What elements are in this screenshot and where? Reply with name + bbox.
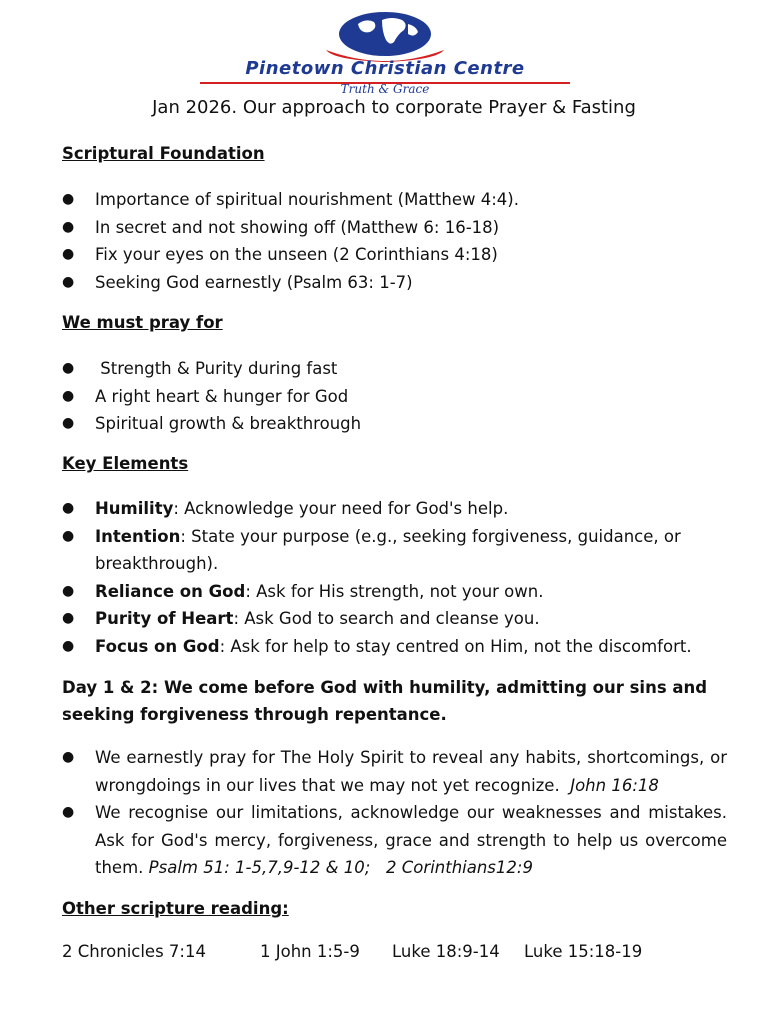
list-item: ● We recognise our limitations, acknowledge our weaknesses and mistakes. Ask for God's mercy, forgiveness, grace and strength to help us overcome them. Psalm 51: 1-5,7,9-12 & 10; 2 Corinthians12:9: [62, 799, 727, 882]
globe-icon: [318, 10, 452, 64]
list-item: ● A right heart & hunger for God: [62, 383, 727, 411]
list-item: ● Fix your eyes on the unseen (2 Corinthians 4:18): [62, 241, 727, 269]
bullet-icon: ●: [62, 610, 75, 626]
bullet-icon: ●: [62, 387, 75, 404]
bullet-icon: ●: [62, 582, 75, 599]
bullet-icon: ●: [62, 637, 75, 654]
list-item: ● Strength & Purity during fast: [62, 355, 727, 383]
reading-item: Luke 18:9-14: [392, 942, 500, 961]
key-elements-list: [62, 495, 727, 660]
bullet-icon: ●: [62, 218, 75, 235]
reading-item: 2 Chronicles 7:14: [62, 942, 206, 961]
bullet-icon: ●: [62, 749, 75, 765]
list-item: ● We earnestly pray for The Holy Spirit to reveal any habits, shortcomings, or wrongdoings in our lives that we may not yet recognize. John 16:18: [62, 744, 727, 799]
list-item: ● Purity of Heart: Ask God to search and cleanse you.: [62, 605, 727, 633]
pray-for-list: [62, 355, 727, 438]
list-item: ● Humility: Acknowledge your need for God's help.: [62, 495, 727, 523]
reading-item: Luke 15:18-19: [524, 942, 643, 961]
day-1-2-heading: Day 1 & 2: We come before God with humility, admitting our sins and seeking forgiveness through repentance.: [62, 678, 708, 724]
list-item: ● Intention: State your purpose (e.g., seeking forgiveness, guidance, or breakthrough).: [62, 523, 727, 578]
church-name: Pinetown Christian Centre: [245, 58, 525, 79]
list-item: ● Spiritual growth & breakthrough: [62, 410, 727, 438]
bullet-icon: ●: [62, 191, 75, 207]
key-elements-heading: Key Elements: [62, 454, 189, 473]
scripture-reference: Psalm 51: 1-5,7,9-12 & 10; 2 Corinthians12:9: [148, 858, 533, 877]
scriptural-foundation-list: [62, 186, 727, 296]
church-tagline: Truth & Grace: [340, 82, 430, 96]
bullet-icon: ●: [62, 415, 75, 431]
scriptural-foundation-heading: Scriptural Foundation: [62, 144, 265, 163]
list-item: ● In secret and not showing off (Matthew 6: 16-18): [62, 214, 727, 242]
reading-item: 1 John 1:5-9: [260, 942, 360, 961]
bullet-icon: ●: [62, 527, 75, 544]
bullet-icon: ●: [62, 273, 75, 290]
day-1-2-list: [62, 744, 733, 882]
list-item: ● Reliance on God: Ask for His strength, not your own.: [62, 578, 727, 606]
list-item: ● Importance of spiritual nourishment (Matthew 4:4).: [62, 186, 727, 214]
scripture-reference: John 16:18: [570, 775, 659, 795]
bullet-icon: ●: [62, 246, 75, 262]
bullet-icon: ●: [62, 360, 75, 376]
bullet-icon: ●: [62, 500, 75, 516]
pray-for-heading: We must pray for: [62, 313, 223, 332]
page-title: Jan 2026. Our approach to corporate Prayer & Fasting: [152, 97, 636, 118]
church-logo: [190, 8, 580, 98]
bullet-icon: ●: [62, 804, 75, 820]
other-scripture-heading: Other scripture reading:: [62, 899, 289, 918]
list-item: ● Focus on God: Ask for help to stay centred on Him, not the discomfort.: [62, 633, 727, 661]
list-item: ● Seeking God earnestly (Psalm 63: 1-7): [62, 269, 727, 297]
